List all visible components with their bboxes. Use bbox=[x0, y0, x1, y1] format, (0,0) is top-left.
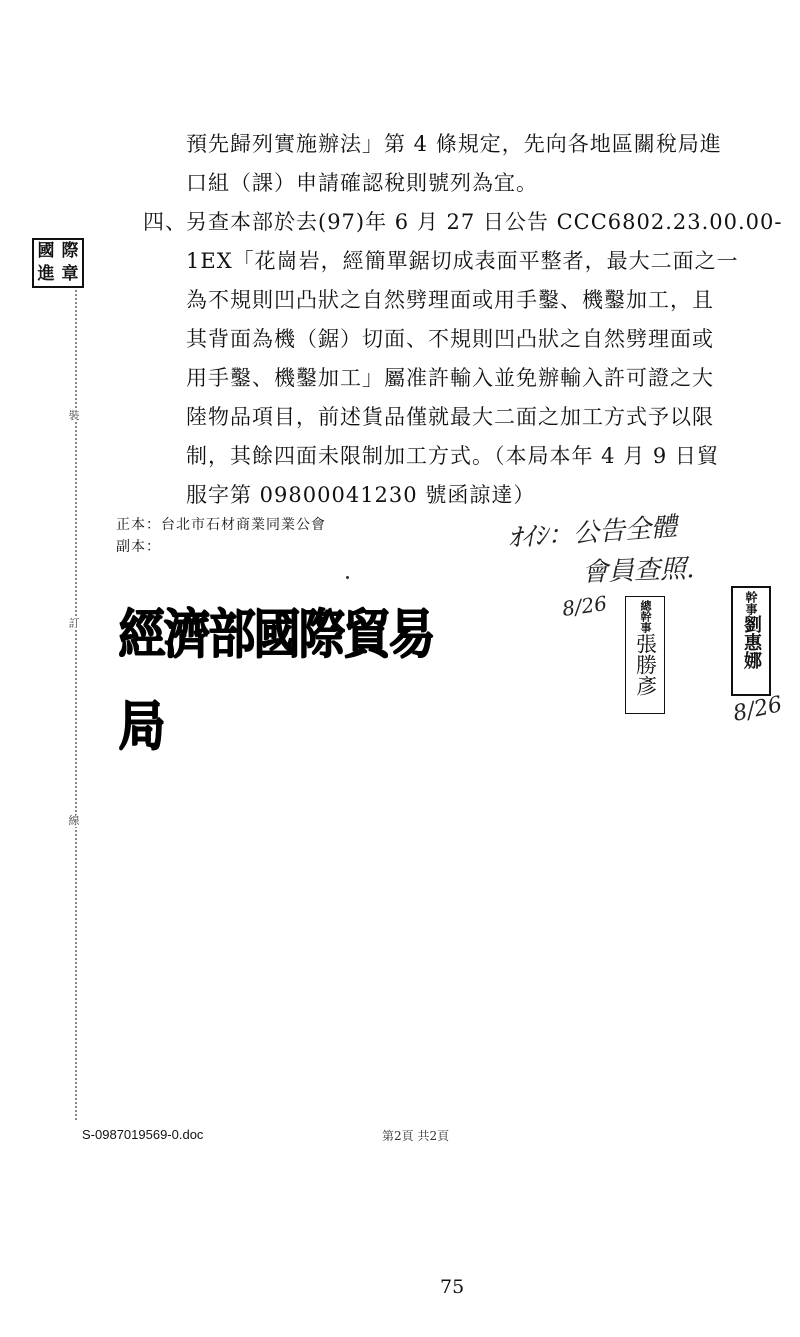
original-recipient: 正本：台北市石材商業同業公會 bbox=[116, 517, 326, 533]
footer-filename: S-0987019569-0.doc bbox=[82, 1127, 204, 1142]
page-number: 75 bbox=[440, 1276, 465, 1298]
body-line: 用手鑿、機鑿加工」屬准許輸入並免辦輸入許可證之大 bbox=[186, 366, 714, 390]
body-line: 服字第 09800041230 號函諒達） bbox=[186, 483, 536, 507]
body-line: 制，其餘四面未限制加工方式。（本局本年 4 月 9 日貿 bbox=[186, 444, 719, 468]
body-line: 為不規則凹凸狀之自然劈理面或用手鑿、機鑿加工，且 bbox=[186, 288, 714, 312]
margin-stamp-char: 進 bbox=[37, 264, 55, 284]
item-number: 四、 bbox=[143, 210, 187, 234]
agency-seal: 經濟部國際貿易局 bbox=[118, 603, 433, 758]
scan-speck bbox=[346, 576, 349, 579]
handwritten-date-left: 8/26 bbox=[560, 590, 609, 622]
body-line: 其背面為機（鋸）切面、不規則凹凸狀之自然劈理面或 bbox=[186, 327, 714, 351]
continuation-paragraph bbox=[100, 125, 760, 203]
handwritten-note-line1: ｵｲｼ：公告全體 bbox=[507, 512, 679, 554]
general-secretary-chop bbox=[625, 596, 665, 714]
margin-seal-stamp bbox=[32, 238, 84, 288]
chop-title: 總幹事 bbox=[639, 600, 652, 633]
margin-stamp-char: 國 bbox=[37, 241, 55, 261]
binding-label-ding: 訂 bbox=[64, 618, 84, 630]
chop-title: 幹事 bbox=[744, 591, 758, 615]
secretary-chop bbox=[731, 586, 771, 696]
item-four bbox=[100, 203, 783, 515]
chop-name: 劉惠娜 bbox=[741, 615, 762, 669]
handwritten-note-line2: 會員查照. bbox=[581, 554, 695, 588]
binding-label-zhuang: 裝 bbox=[64, 410, 84, 422]
footer-page-info: 第2頁 共2頁 bbox=[382, 1129, 450, 1143]
chop-name: 張勝彥 bbox=[633, 633, 658, 696]
body-line: 陸物品項目，前述貨品僅就最大二面之加工方式予以限 bbox=[186, 405, 714, 429]
body-line: 另查本部於去(97)年 6 月 27 日公告 CCC6802.23.00.00- bbox=[186, 210, 783, 234]
body-line: 口組（課）申請確認稅則號列為宜。 bbox=[186, 171, 538, 195]
body-line: 預先歸列實施辦法」第 4 條規定，先向各地區關稅局進 bbox=[186, 132, 722, 156]
margin-stamp-char: 章 bbox=[61, 264, 79, 284]
letter-body bbox=[100, 125, 783, 515]
handwritten-date-right: 8/26 bbox=[730, 692, 785, 727]
margin-stamp-char: 際 bbox=[61, 241, 79, 261]
binding-label-xian: 線 bbox=[64, 815, 84, 827]
recipients-block bbox=[116, 514, 326, 558]
copy-recipient: 副本： bbox=[116, 539, 161, 555]
body-line: 1EX「花崗岩，經簡單鋸切成表面平整者，最大二面之一 bbox=[186, 249, 739, 273]
